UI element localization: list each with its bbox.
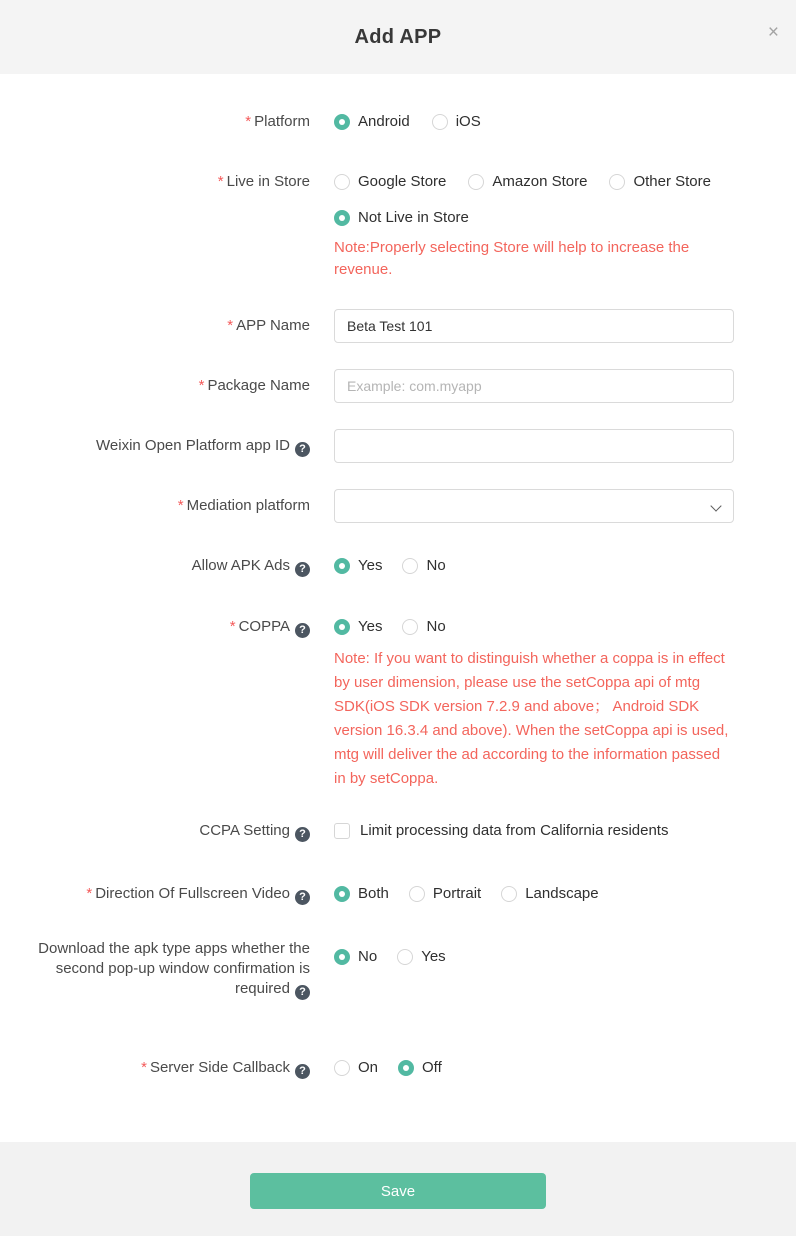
help-icon[interactable]: ? [295, 442, 310, 457]
coppa-label: * COPPA ? [0, 617, 310, 638]
help-icon[interactable]: ? [295, 890, 310, 905]
mediation-platform-label: * Mediation platform [177, 497, 310, 514]
server-side-callback-label: * Server Side Callback ? [0, 1058, 310, 1079]
form-row-app-name [0, 309, 796, 343]
app-name-input[interactable] [334, 309, 734, 343]
radio-label: Yes [358, 618, 383, 635]
radio-label: Landscape [525, 885, 599, 902]
close-icon[interactable]: × [767, 22, 779, 43]
radio-other-store[interactable] [609, 172, 711, 192]
add-app-form [0, 74, 796, 1142]
app-name-label: * APP Name [227, 317, 310, 334]
help-icon[interactable]: ? [295, 827, 310, 842]
mediation-platform-select[interactable] [334, 489, 734, 523]
form-row-mediation-platform [0, 489, 796, 523]
required-asterisk: * [86, 885, 93, 902]
radio-google-store[interactable] [334, 172, 446, 192]
coppa-note: Note: If you want to distinguish whether a coppa is in effect by user dimension, please use the setCoppa api of mtg SDK(iOS SDK version 7.2.9 and above； Android SDK version 16.3.4 and above). When the setCoppa api is used, mtg will deliver the ad according to the information passed in by setCoppa. [334, 650, 729, 787]
apk-second-popup-label: Download the apk type apps whether the second pop-up window confirmation is required ? [38, 940, 310, 998]
dialog-title: Add APP [354, 25, 442, 48]
form-row-ccpa [0, 821, 796, 844]
weixin-app-id-label: Weixin Open Platform app ID ? [0, 429, 310, 463]
radio-callback-off[interactable] [398, 1058, 442, 1078]
radio-label: Portrait [432, 885, 482, 902]
live-in-store-label: * Live in Store [217, 173, 310, 190]
radio-icon [397, 949, 413, 965]
form-row-live-in-store [0, 172, 796, 281]
dialog-header [0, 0, 796, 74]
radio-icon [501, 886, 517, 902]
save-button[interactable]: Save [250, 1173, 546, 1209]
weixin-app-id-input[interactable] [334, 429, 734, 463]
form-row-server-side-callback [0, 1058, 796, 1079]
radio-ios[interactable] [432, 112, 481, 132]
radio-label: Other Store [633, 173, 711, 190]
checkbox-label: Limit processing data from California residents [360, 822, 669, 839]
form-row-apk-second-popup [0, 939, 796, 1000]
radio-coppa-yes[interactable] [334, 617, 382, 637]
radio-icon [334, 886, 350, 902]
form-row-package-name [0, 369, 796, 403]
form-row-weixin-app-id [0, 429, 796, 463]
radio-icon [402, 619, 418, 635]
allow-apk-ads-label: Allow APK Ads ? [0, 556, 310, 577]
help-icon[interactable]: ? [295, 1064, 310, 1079]
radio-direction-landscape[interactable] [501, 884, 598, 904]
package-name-input[interactable] [334, 369, 734, 403]
radio-label: No [426, 618, 446, 635]
radio-popup-no[interactable] [334, 947, 377, 967]
required-asterisk: * [227, 317, 234, 334]
radio-label: No [426, 557, 446, 574]
help-icon[interactable]: ? [295, 985, 310, 1000]
radio-label: Not Live in Store [358, 209, 469, 226]
required-asterisk: * [245, 113, 252, 130]
form-row-direction-fullscreen-video [0, 884, 796, 905]
radio-amazon-store[interactable] [468, 172, 587, 192]
required-asterisk: * [198, 377, 205, 394]
radio-label: iOS [455, 113, 481, 130]
radio-allow-apk-yes[interactable] [334, 556, 382, 576]
radio-coppa-no[interactable] [402, 617, 445, 637]
radio-label: On [358, 1059, 379, 1076]
required-asterisk: * [217, 173, 224, 190]
ccpa-checkbox[interactable] [334, 821, 668, 841]
required-asterisk: * [141, 1059, 147, 1076]
chevron-down-icon [710, 500, 721, 511]
dialog-footer [0, 1142, 796, 1236]
radio-icon [468, 174, 484, 190]
radio-icon [334, 210, 350, 226]
radio-icon [398, 1060, 414, 1076]
radio-label: Yes [358, 557, 383, 574]
radio-direction-portrait[interactable] [409, 884, 481, 904]
radio-icon [409, 886, 425, 902]
direction-label: * Direction Of Fullscreen Video ? [0, 884, 310, 905]
radio-direction-both[interactable] [334, 884, 389, 904]
radio-allow-apk-no[interactable] [402, 556, 445, 576]
required-asterisk: * [229, 618, 236, 635]
radio-icon [432, 114, 448, 130]
radio-icon [334, 558, 350, 574]
radio-icon [334, 174, 350, 190]
radio-label: Off [422, 1059, 442, 1076]
radio-icon [334, 1060, 350, 1076]
radio-label: Yes [421, 948, 446, 965]
form-row-allow-apk-ads [0, 556, 796, 577]
help-icon[interactable]: ? [295, 562, 310, 577]
radio-label: Both [358, 885, 389, 902]
help-icon[interactable]: ? [295, 623, 310, 638]
required-asterisk: * [177, 497, 184, 514]
form-row-platform [0, 112, 796, 132]
radio-android[interactable] [334, 112, 410, 132]
radio-icon [609, 174, 625, 190]
radio-icon [334, 114, 350, 130]
ccpa-label: CCPA Setting ? [0, 821, 310, 842]
radio-label: Google Store [358, 173, 447, 190]
checkbox-icon [334, 823, 350, 839]
radio-label: Android [358, 113, 410, 130]
radio-icon [334, 949, 350, 965]
platform-label: * Platform [245, 113, 310, 130]
radio-popup-yes[interactable] [397, 947, 445, 967]
package-name-label: * Package Name [198, 377, 310, 394]
radio-not-live-in-store[interactable] [334, 208, 469, 228]
form-row-coppa [0, 617, 796, 791]
store-note: Note:Properly selecting Store will help to increase the revenue. [334, 239, 690, 278]
radio-icon [334, 619, 350, 635]
radio-label: No [358, 948, 378, 965]
radio-icon [402, 558, 418, 574]
radio-callback-on[interactable] [334, 1058, 378, 1078]
radio-label: Amazon Store [492, 173, 588, 190]
